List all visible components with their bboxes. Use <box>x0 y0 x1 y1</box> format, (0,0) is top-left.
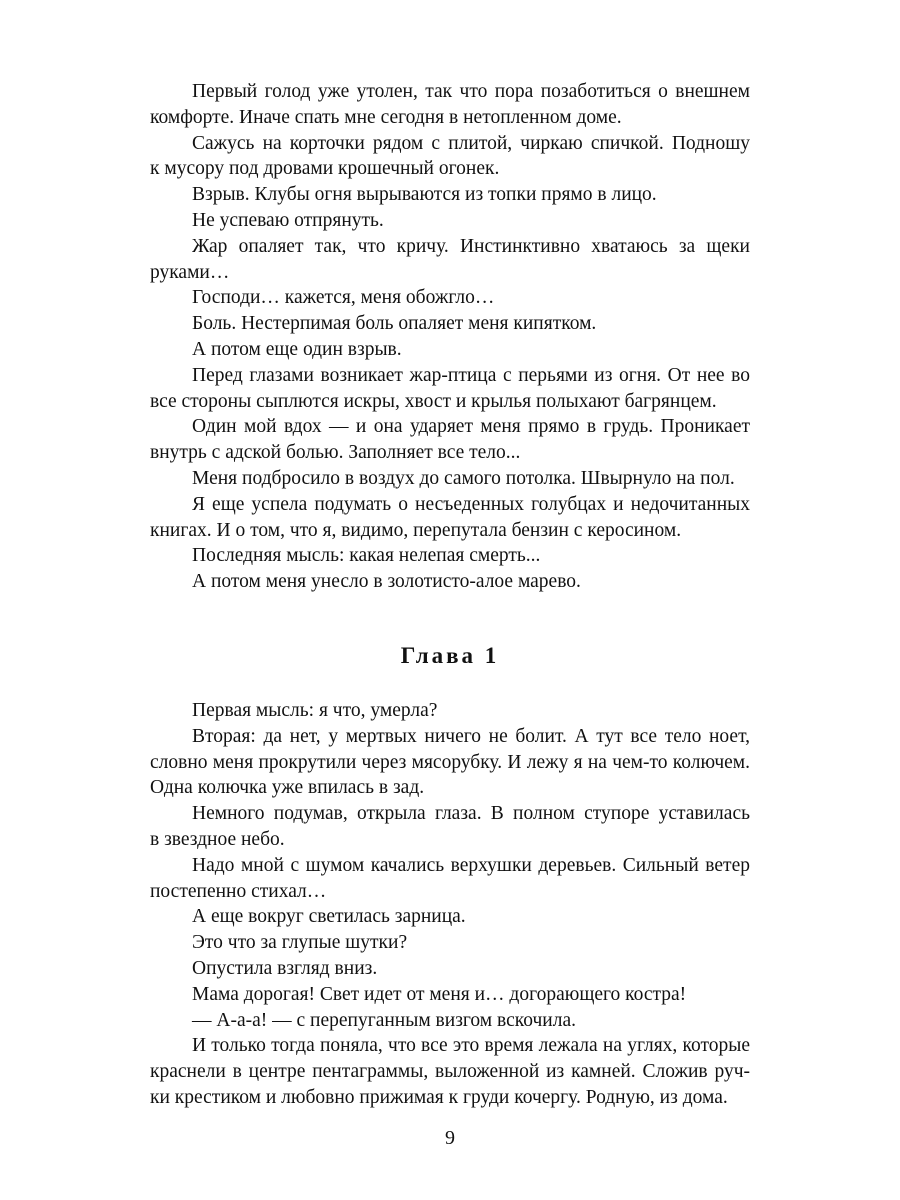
text-line: Взрыв. Клубы огня вырываются из топки прямо в лицо. <box>192 184 657 206</box>
text-line: к мусору под дровами крошечный огонек. <box>150 158 500 180</box>
text-line: в звездное небо. <box>150 828 285 850</box>
paragraph <box>150 982 750 1008</box>
paragraph <box>150 208 750 234</box>
prologue-text <box>150 79 750 595</box>
text-line: Боль. Нестерпимая боль опаляет меня кипятком. <box>192 313 597 335</box>
paragraph <box>150 956 750 982</box>
paragraph <box>150 234 750 286</box>
text-line: А потом меня унесло в золотисто-алое марево. <box>192 571 581 593</box>
text-line: Последняя мысль: какая нелепая смерть... <box>192 545 541 567</box>
chapter-heading: Глава 1 <box>400 643 500 668</box>
paragraph <box>150 492 750 544</box>
paragraph <box>150 801 750 853</box>
paragraph <box>150 131 750 183</box>
text-line: И только тогда поняла, что все это время лежала на углях, которые <box>192 1035 750 1057</box>
text-line: Перед глазами возникает жар-птица с перьями из огня. От нее во <box>192 364 750 386</box>
chapter-text <box>150 698 750 1111</box>
text-line: постепенно стихал… <box>150 880 327 902</box>
text-line: комфорте. Иначе спать мне сегодня в нетопленном доме. <box>150 106 622 128</box>
text-line: Первый голод уже утолен, так что пора позаботиться о внешнем <box>192 81 750 102</box>
text-line: Одна колючка уже впилась в зад. <box>150 777 425 799</box>
page-number: 9 <box>445 1127 455 1149</box>
text-line: Немного подумав, открыла глаза. В полном ступоре уставилась <box>192 803 750 825</box>
text-line: Надо мной с шумом качались верхушки деревьев. Сильный ветер <box>192 854 750 876</box>
text-line: — А-а-а! — с перепуганным визгом вскочила. <box>192 1009 576 1031</box>
text-line: Я еще успела подумать о несъеденных голубцах и недочитанных <box>192 493 750 515</box>
text-line: Не успеваю отпрянуть. <box>192 209 384 231</box>
paragraph <box>150 724 750 801</box>
text-line: Меня подбросило в воздух до самого потолка. Швырнуло на пол. <box>192 467 735 489</box>
paragraph <box>150 930 750 956</box>
paragraph <box>150 414 750 466</box>
text-line: А еще вокруг светилась зарница. <box>192 906 466 928</box>
text-line: руками… <box>150 261 230 283</box>
text-line: Вторая: да нет, у мертвых ничего не болит. А тут все тело ноет, <box>192 725 750 747</box>
paragraph <box>150 1008 750 1034</box>
text-line: Господи… кажется, меня обожгло… <box>192 287 495 309</box>
text-line: А потом еще один взрыв. <box>192 338 402 360</box>
paragraph <box>150 853 750 905</box>
text-line: Один мой вдох — и она ударяет меня прямо в грудь. Проникает <box>192 416 750 438</box>
paragraph <box>150 337 750 363</box>
paragraph <box>150 311 750 337</box>
text-line: все стороны сыплются искры, хвост и крылья полыхают багрянцем. <box>150 390 717 412</box>
paragraph <box>150 285 750 311</box>
text-line: словно меня прокрутили через мясорубку. И лежу я на чем-то колючем. <box>150 751 750 773</box>
text-line: внутрь с адской болью. Заполняет все тело... <box>150 442 521 464</box>
text-line: Жар опаляет так, что кричу. Инстинктивно хватаюсь за щеки <box>192 235 750 257</box>
paragraph <box>150 569 750 595</box>
paragraph <box>150 543 750 569</box>
text-line: книгах. И о том, что я, видимо, перепутала бензин с керосином. <box>150 519 682 541</box>
text-line: Первая мысль: я что, умерла? <box>192 700 438 721</box>
paragraph <box>150 1033 750 1110</box>
text-line: краснели в центре пентаграммы, выложенной из камней. Сложив руч- <box>150 1061 750 1083</box>
text-line: Это что за глупые шутки? <box>192 932 408 954</box>
paragraph <box>150 182 750 208</box>
text-line: Опустила взгляд вниз. <box>192 957 378 979</box>
paragraph <box>150 466 750 492</box>
text-line: ки крестиком и любовно прижимая к груди кочергу. Родную, из дома. <box>150 1086 728 1108</box>
paragraph <box>150 698 750 724</box>
paragraph <box>150 904 750 930</box>
text-line: Мама дорогая! Свет идет от меня и… догорающего костра! <box>192 983 687 1005</box>
paragraph <box>150 363 750 415</box>
text-line: Сажусь на корточки рядом с плитой, чиркаю спичкой. Подношу <box>192 132 750 154</box>
paragraph <box>150 79 750 131</box>
